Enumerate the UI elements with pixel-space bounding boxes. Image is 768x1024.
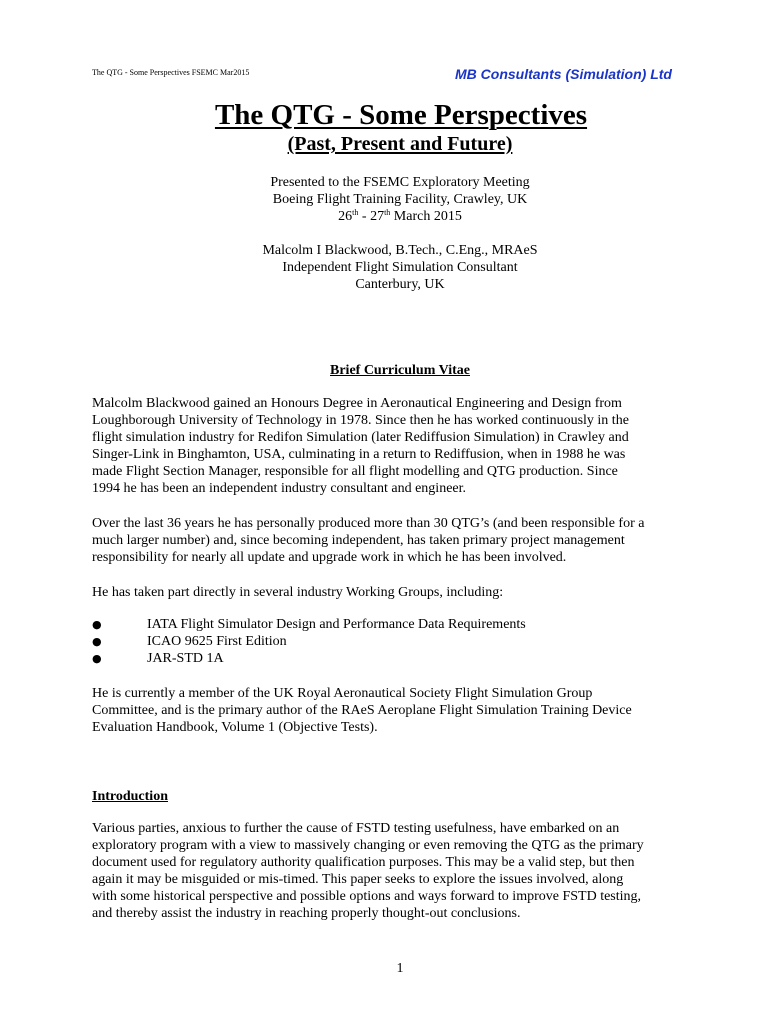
author-role: Independent Flight Simulation Consultant (282, 260, 518, 275)
presented-line-1: Presented to the FSEMC Exploratory Meeting (270, 175, 530, 190)
presentation-info (0, 174, 768, 225)
date-day-2: 27 (370, 209, 385, 224)
page-number: 1 (396, 961, 404, 976)
text-line: and thereby assist the industry in reaching properly thought-out conclusions. (92, 906, 521, 921)
running-header: The QTG - Some Perspectives FSEMC Mar2015 (92, 68, 250, 77)
bullet-icon: ● (92, 635, 102, 648)
date-suffix-1: th (352, 208, 359, 217)
text-line: Malcolm Blackwood gained an Honours Degree in Aeronautical Engineering and Design from (92, 396, 622, 411)
author-location: Canterbury, UK (355, 277, 445, 292)
text-line: He has taken part directly in several industry Working Groups, including: (92, 585, 504, 600)
cv-paragraph-1 (92, 395, 722, 497)
text-line: Various parties, anxious to further the cause of FSTD testing usefulness, have embarked on an (92, 821, 620, 836)
text-line: made Flight Section Manager, responsible for all flight modelling and QTG production. Since (92, 464, 618, 479)
date-day-1: 26 (338, 209, 353, 224)
cv-paragraph-4 (92, 685, 722, 736)
list-item-text: JAR-STD 1A (147, 651, 224, 666)
list-item-text: IATA Flight Simulator Design and Performance Data Requirements (147, 617, 526, 632)
cv-heading: Brief Curriculum Vitae (330, 363, 470, 378)
bullet-icon: ● (92, 618, 102, 631)
introduction-heading: Introduction (92, 789, 168, 804)
presentation-date (0, 208, 768, 225)
bullet-icon: ● (92, 652, 102, 665)
date-month-year: March 2015 (390, 209, 462, 224)
text-line: He is currently a member of the UK Royal Aeronautical Society Flight Simulation Group (92, 686, 593, 701)
text-line: with some historical perspective and possible options and ways forward to improve FSTD testing, (92, 889, 642, 904)
text-line: flight simulation industry for Redifon Simulation (later Rediffusion Simulation) in Crawley and (92, 430, 629, 445)
document-title: The QTG - Some Perspectives (214, 99, 588, 131)
text-line: document used for regulatory authority qualification purposes. This may be a valid step, but then (92, 855, 635, 870)
text-line: responsibility for nearly all update and upgrade work in which he has been involved. (92, 550, 567, 565)
date-suffix-2: th (384, 208, 391, 217)
date-separator: - (358, 209, 371, 224)
text-line: 1994 he has been an independent industry consultant and engineer. (92, 481, 467, 496)
text-line: Committee, and is the primary author of the RAeS Aeroplane Flight Simulation Training Device (92, 703, 632, 718)
text-line: Loughborough University of Technology in 1978. Since then he has worked continuously in the (92, 413, 629, 428)
document-subtitle: (Past, Present and Future) (287, 133, 513, 155)
cv-paragraph-2 (92, 515, 722, 566)
text-line: Singer-Link in Binghamton, USA, culminating in a return to Rediffusion, when in 1988 he was (92, 447, 626, 462)
text-line: again it may be misguided or mis-timed. This paper seeks to explore the issues involved, along (92, 872, 624, 887)
text-line: exploratory program with a view to massively changing or even removing the QTG as the primary (92, 838, 644, 853)
introduction-paragraph (92, 820, 722, 922)
author-name: Malcolm I Blackwood, B.Tech., C.Eng., MRAeS (262, 243, 538, 258)
text-line: Over the last 36 years he has personally produced more than 30 QTG’s (and been responsible for a (92, 516, 645, 531)
cv-paragraph-3 (92, 584, 722, 601)
author-info (0, 242, 768, 293)
company-name: MB Consultants (Simulation) Ltd (455, 66, 672, 82)
list-item-text: ICAO 9625 First Edition (147, 634, 287, 649)
text-line: Evaluation Handbook, Volume 1 (Objective Tests). (92, 720, 378, 735)
text-line: much larger number) and, since becoming independent, has taken primary project management (92, 533, 625, 548)
presented-line-2: Boeing Flight Training Facility, Crawley, UK (272, 192, 528, 207)
